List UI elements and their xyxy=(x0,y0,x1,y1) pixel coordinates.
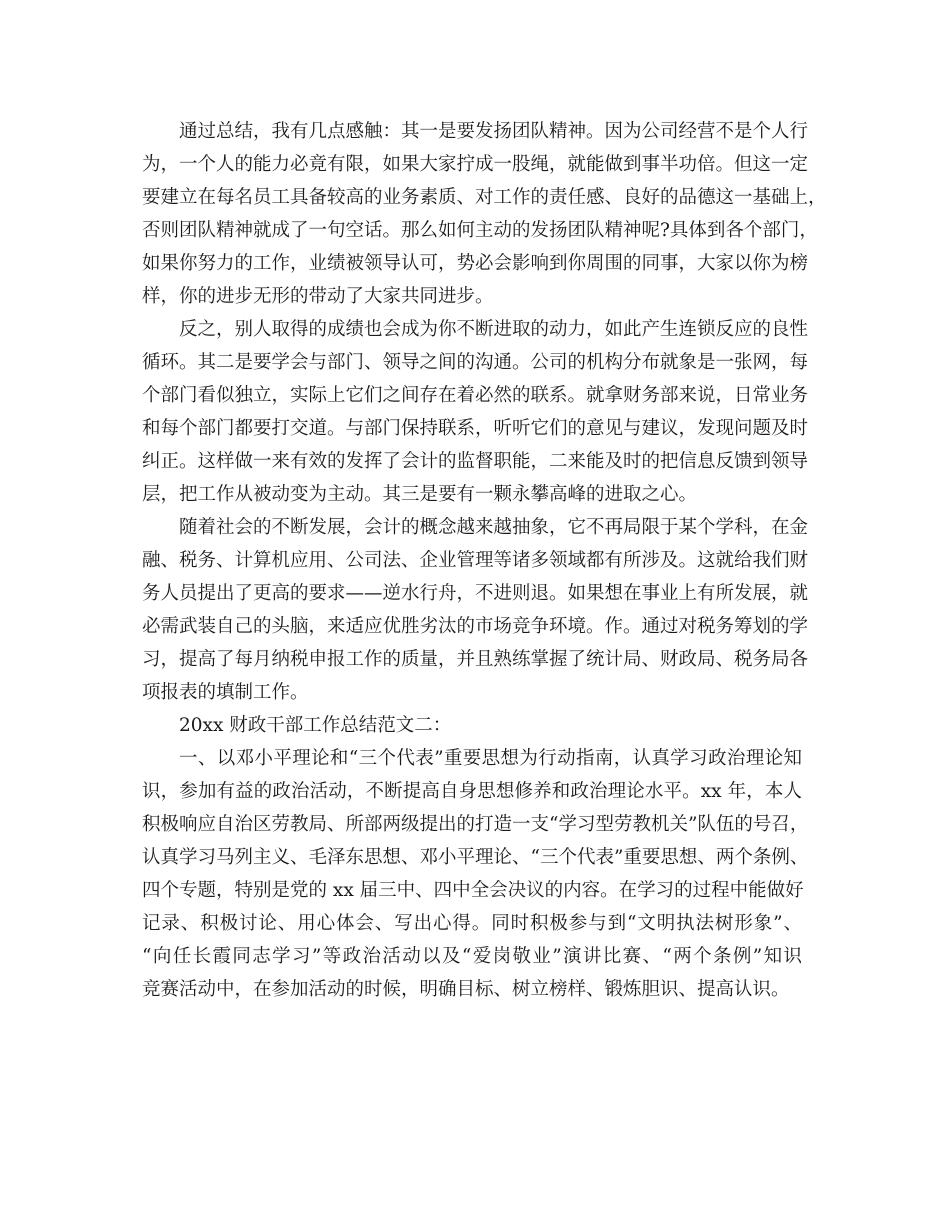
text-line: “向任长霞同志学习”等政治活动以及“爱岗敬业”演讲比赛、“两个条例”知识 xyxy=(142,946,802,967)
paragraph xyxy=(142,115,827,313)
text-line: 为，一个人的能力必竟有限，如果大家拧成一股绳，就能做到事半功倍。但这一定 xyxy=(142,154,809,175)
text-line: 反之，别人取得的成绩也会成为你不断进取的动力，如此产生连锁反应的良性 xyxy=(179,319,809,340)
text-line: 样，你的进步无形的带动了大家共同进步。 xyxy=(142,286,494,307)
text-line: 个部门看似独立，实际上它们之间存在着必然的联系。就拿财务部来说，日常业务 xyxy=(142,385,809,406)
text-line: 习，提高了每月纳税申报工作的质量，并且熟练掌握了统计局、财政局、税务局各 xyxy=(142,649,809,670)
text-line: 如果你努力的工作，业绩被领导认可，势必会影响到你周围的同事，大家以你为榜 xyxy=(142,253,809,274)
text-line: 否则团队精神就成了一句空话。那么如何主动的发扬团队精神呢?具体到各个部门， xyxy=(142,220,818,241)
paragraph xyxy=(142,313,809,511)
text-line: 竞赛活动中，在参加活动的时候，明确目标、树立榜样、锻炼胆识、提高认识。 xyxy=(142,979,790,1000)
text-line: 积极响应自治区劳教局、所部两级提出的打造一支“学习型劳教机关”队伍的号召， xyxy=(142,814,809,835)
text-line: 循环。其二是要学会与部门、领导之间的沟通。公司的机构分布就象是一张网，每 xyxy=(142,352,809,373)
text-line: 识，参加有益的政治活动，不断提高自身思想修养和政治理论水平。xx 年，本人 xyxy=(142,781,802,802)
text-line: 通过总结，我有几点感触：其一是要发扬团队精神。因为公司经营不是个人行 xyxy=(179,121,809,142)
text-line: 要建立在每名员工具备较高的业务素质、对工作的责任感、良好的品德这一基础上， xyxy=(142,187,827,208)
text-line: 认真学习马列主义、毛泽东思想、邓小平理论、“三个代表”重要思想、两个条例、 xyxy=(142,847,809,868)
text-line: 20xx 财政干部工作总结范文二： xyxy=(179,715,452,736)
paragraph xyxy=(142,742,809,1006)
paragraph xyxy=(142,511,809,709)
text-line: 随着社会的不断发展，会计的概念越来越抽象，它不再局限于某个学科，在金 xyxy=(179,517,809,538)
text-line: 项报表的填制工作。 xyxy=(142,682,309,703)
text-line: 一、以邓小平理论和“三个代表”重要思想为行动指南，认真学习政治理论知 xyxy=(179,748,802,769)
text-line: 务人员提出了更高的要求——逆水行舟，不进则退。如果想在事业上有所发展，就 xyxy=(142,583,809,604)
text-line: 记录、积极讨论、用心体会、写出心得。同时积极参与到“文明执法树形象”、 xyxy=(142,913,802,934)
text-line: 和每个部门都要打交道。与部门保持联系，听听它们的意见与建议，发现问题及时 xyxy=(142,418,809,439)
text-line: 四个专题，特别是党的 xx 届三中、四中全会决议的内容。在学习的过程中能做好 xyxy=(142,880,804,901)
paragraph xyxy=(142,709,802,742)
text-line: 纠正。这样做一来有效的发挥了会计的监督职能，二来能及时的把信息反馈到领导 xyxy=(142,451,809,472)
text-line: 必需武装自己的头脑，来适应优胜劣汰的市场竞争环境。作。通过对税务筹划的学 xyxy=(142,616,809,637)
document-body xyxy=(142,115,827,1006)
text-line: 层，把工作从被动变为主动。其三是要有一颗永攀高峰的进取之心。 xyxy=(142,484,698,505)
text-line: 融、税务、计算机应用、公司法、企业管理等诸多领域都有所涉及。这就给我们财 xyxy=(142,550,809,571)
